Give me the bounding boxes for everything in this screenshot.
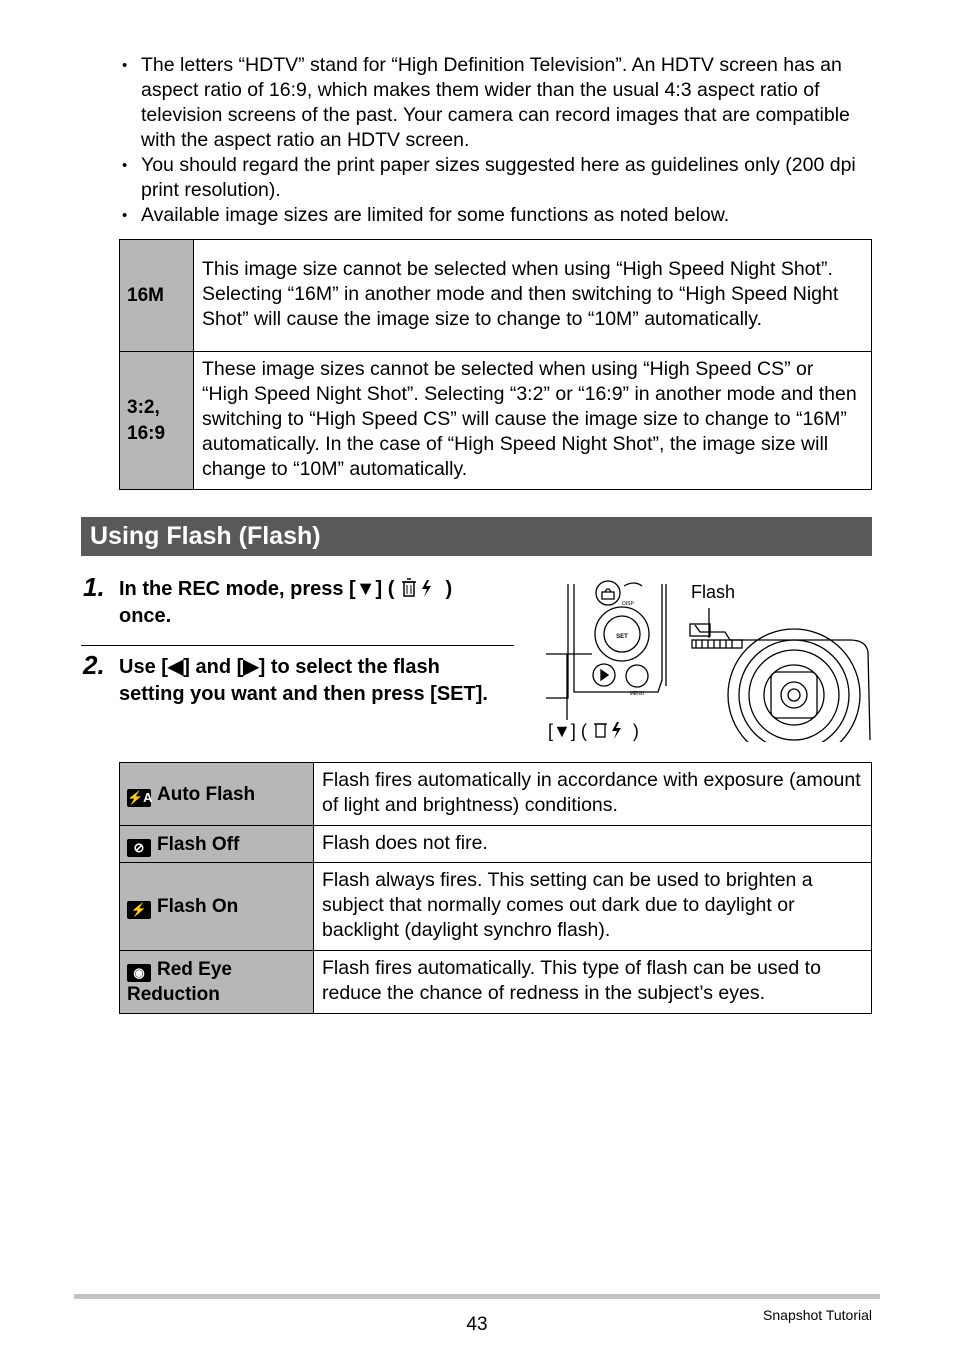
page-number: 43 <box>466 1314 488 1335</box>
flash-mode-label <box>120 863 314 951</box>
size-note: This image size cannot be selected when using “High Speed Night Shot”. Selecting “16M” in another mode and then switching to “High Speed Night Shot” will cause the image size to change to “10M” automatically. <box>194 240 872 352</box>
note-item: • You should regard the print paper sizes suggested here as guidelines only (200 dpi print resolution). <box>120 153 880 203</box>
flash-off-icon: ⊘ <box>127 839 151 857</box>
divider <box>81 645 514 646</box>
step-number: 2. <box>83 650 105 680</box>
flash-mode-name: Red Eye Reduction <box>127 959 232 1005</box>
flash-mode-label <box>120 763 314 826</box>
step-number: 1. <box>83 572 105 602</box>
step-text: Use [◀] and [▶] to select the flash setting you want and then press [SET]. <box>119 656 488 705</box>
note-item: • Available image sizes are limited for some functions as noted below. <box>120 203 880 228</box>
size-label: 3:2, 16:9 <box>120 352 194 490</box>
flash-mode-desc: Flash fires automatically. This type of flash can be used to reduce the chance of redness in the subject’s eyes. <box>314 951 872 1014</box>
camera-illustration <box>540 580 872 742</box>
flash-mode-table <box>119 762 872 1014</box>
size-label: 16M <box>120 240 194 352</box>
step-text-part: ) once. <box>119 578 453 627</box>
flash-mode-name: Flash On <box>157 896 239 917</box>
footer-section: Snapshot Tutorial <box>763 1307 872 1323</box>
menu-label: MENU <box>629 691 645 697</box>
flash-mode-name: Flash Off <box>157 833 240 855</box>
disp-label: DISP <box>622 601 634 607</box>
flash-mode-label <box>120 826 314 863</box>
trash-flash-icon <box>400 577 440 599</box>
size-note: These image sizes cannot be selected when using “High Speed CS” or “High Speed Night Shot”. Selecting “3:2” or “16:9” in another mode and then switching to “High Speed CS” will cause the image size to change to “16M” automatically. In the case of “High Speed Night Shot”, the image size will change to “10M” automatically. <box>194 352 872 490</box>
flash-on-icon: ⚡ <box>127 901 151 919</box>
footer-rule <box>74 1294 880 1299</box>
step-text <box>119 576 499 629</box>
flash-callout: Flash <box>691 582 736 602</box>
flash-mode-name: Auto Flash <box>157 783 256 805</box>
flash-mode-desc: Flash does not fire. <box>314 826 872 863</box>
button-callout <box>548 720 639 742</box>
button-callout-text: [▼] ( <box>548 721 587 741</box>
flash-mode-label <box>120 951 314 1014</box>
section-heading: Using Flash (Flash) <box>81 517 872 556</box>
set-label: SET <box>616 634 628 640</box>
red-eye-icon: ◉ <box>127 964 151 982</box>
button-callout-text: ) <box>632 721 639 741</box>
auto-flash-icon: ⚡A <box>127 789 153 805</box>
image-size-table <box>119 239 872 490</box>
trash-flash-icon <box>592 720 628 740</box>
notes-list <box>120 53 880 228</box>
flash-mode-desc: Flash fires automatically in accordance with exposure (amount of light and brightness) conditions. <box>314 763 872 826</box>
flash-mode-desc: Flash always fires. This setting can be used to brighten a subject that normally comes out dark due to daylight or backlight (daylight synchro flash). <box>314 863 872 951</box>
step-text-part: In the REC mode, press [▼] ( <box>119 578 395 600</box>
note-item: • The letters “HDTV” stand for “High Definition Television”. An HDTV screen has an aspect ratio of 16:9, which makes them wider than the usual 4:3 aspect ratio of television screens of the past. Your camera can record images that are compatible with the aspect ratio an HDTV screen. <box>120 53 880 153</box>
